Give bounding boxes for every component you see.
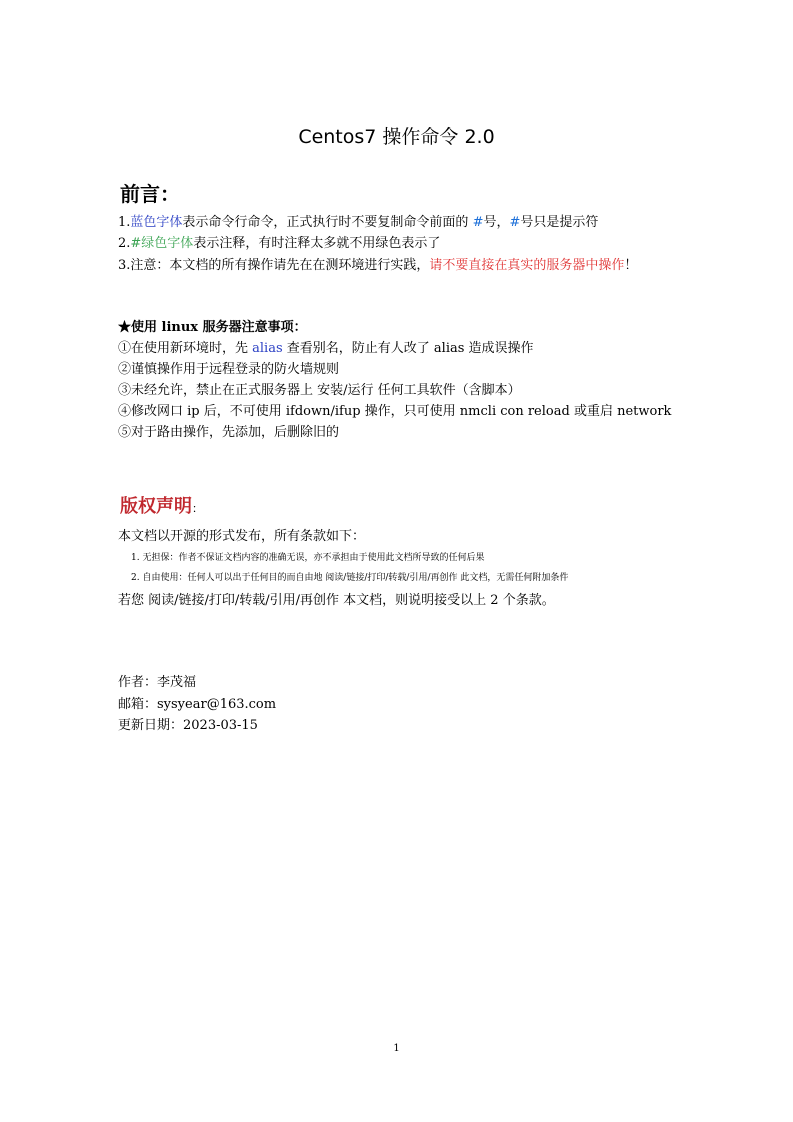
preface-line-3-prefix: 3.注意：本文档的所有操作请先在在测环境进行实践， (118, 258, 430, 273)
copyright-term-1: 1. 无担保：作者不保证文档内容的准确无误，亦不承担由于使用此文档所导致的任何后果 (131, 553, 485, 563)
linux-note-1-prefix: ①在使用新环境时，先 (118, 341, 253, 356)
copyright-intro: 本文档以开源的形式发布，所有条款如下： (118, 529, 366, 544)
preface-heading: 前言： (120, 182, 180, 206)
preface-green-text: #绿色字体 (130, 236, 194, 251)
linux-note-1-suffix: 查看别名，防止有人改了 alias 造成误操作 (282, 341, 534, 356)
linux-note-3: ③未经允许，禁止在正式服务器上 安装/运行 任何工具软件（含脚本） (118, 383, 521, 398)
preface-red-warning: 请不要直接在真实的服务器中操作 (429, 258, 625, 273)
linux-notes-heading: ★使用 linux 服务器注意事项： (118, 320, 307, 335)
linux-note-2: ②谨慎操作用于远程登录的防火墙规则 (118, 362, 340, 377)
linux-note-1-alias: alias (252, 341, 283, 356)
linux-note-5: ⑤对于路由操作，先添加，后删除旧的 (118, 425, 340, 440)
preface-line-3 (118, 257, 637, 275)
update-date: 更新日期：2023-03-15 (118, 718, 258, 733)
author-name: 作者：李茂福 (118, 675, 197, 690)
copyright-heading-colon: ： (192, 502, 203, 515)
preface-hash-2: # (509, 215, 521, 230)
copyright-heading-text: 版权声明 (120, 496, 192, 517)
copyright-term-2: 2. 自由使用：任何人可以出于任何目的而自由地 阅读/链接/打印/转载/引用/再创作 此文档，无需任何附加条件 (131, 573, 569, 583)
document-title: Centos7 操作命令 2.0 (298, 126, 495, 148)
preface-line-2 (118, 235, 440, 253)
preface-line-1 (118, 214, 598, 232)
preface-line-2-prefix: 2. (118, 236, 131, 251)
preface-line-1-suffix: 号只是提示符 (520, 215, 599, 230)
preface-hash-1: # (472, 215, 484, 230)
preface-line-1-prefix: 1. (118, 215, 131, 230)
preface-line-3-suffix: ！ (624, 258, 638, 273)
linux-note-4: ④修改网口 ip 后，不可使用 ifdown/ifup 操作，只可使用 nmcli con reload 或重启 network (118, 404, 672, 419)
preface-line-1-mid2: 号， (483, 215, 510, 230)
page-number: 1 (393, 1043, 400, 1054)
preface-line-2-suffix: 表示注释，有时注释太多就不用绿色表示了 (193, 236, 441, 251)
preface-line-1-mid: 表示命令行命令，正式执行时不要复制命令前面的 (182, 215, 473, 230)
linux-note-1 (118, 340, 534, 358)
preface-blue-text: 蓝色字体 (130, 215, 183, 230)
copyright-heading (120, 492, 203, 518)
author-email: 邮箱：sysyear@163.com (118, 697, 277, 712)
copyright-closing: 若您 阅读/链接/打印/转载/引用/再创作 本文档，则说明接受以上 2 个条款。 (118, 593, 555, 608)
